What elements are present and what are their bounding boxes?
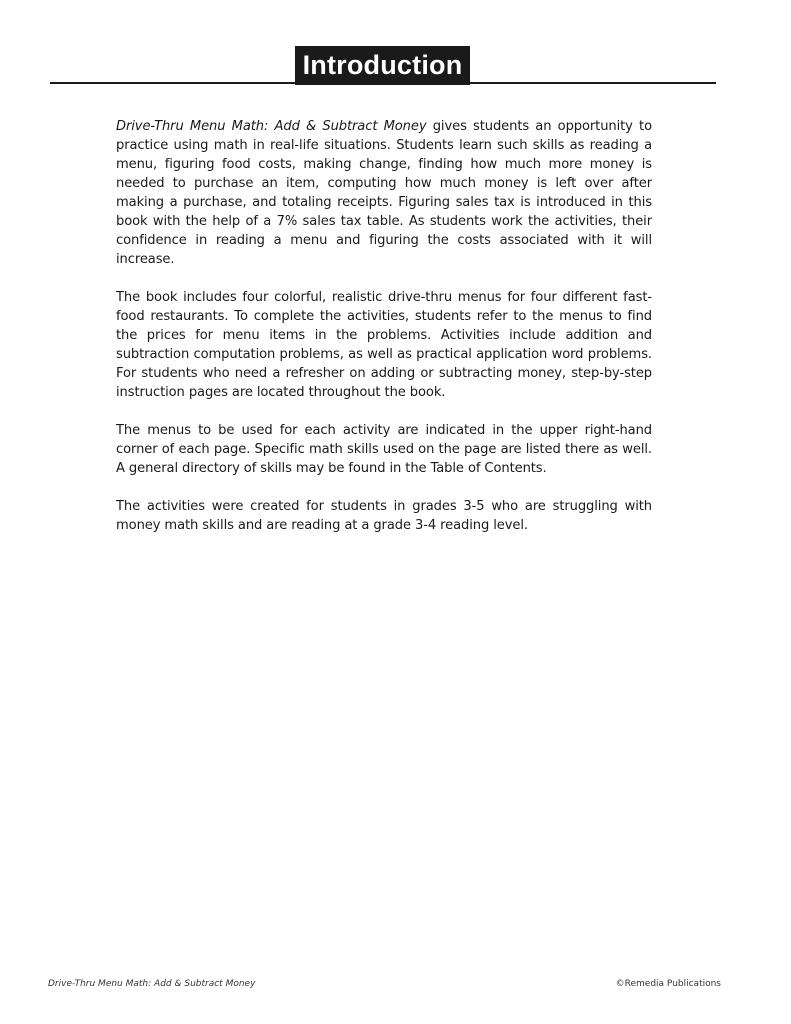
paragraph-menus: [116, 288, 652, 402]
page-title-box: [295, 46, 470, 85]
paragraph-activity-menus: [116, 421, 652, 478]
book-title-italic: Drive-Thru Menu Math: Add & Subtract Money: [116, 119, 427, 134]
body-content: [116, 117, 652, 554]
paragraph-audience: [116, 497, 652, 535]
paragraph-audience-text: The activities were created for students in grades 3-5 who are struggling with money math skills and are reading at a grade 3-4 reading level.: [116, 499, 652, 533]
paragraph-menus-text: The book includes four colorful, realistic drive-thru menus for four different fast-food restaurants. To complete the activities, students refer to the menus to find the prices for menu items in the problems. Activities include addition and subtraction computation problems, as well as practical application word problems. For students who need a refresher on adding or subtracting money, step-by-step instruction pages are located throughout the book.: [116, 290, 652, 400]
footer-book-title: Drive-Thru Menu Math: Add & Subtract Money: [48, 979, 256, 989]
paragraph-intro-text: gives students an opportunity to practice using math in real-life situations. Students learn such skills as reading a menu, figuring food costs, making change, finding how much more money is needed to purchase an item, computing how much money is left over after making a purchase, and totaling receipts. Figuring sales tax is introduced in this book with the help of a 7% sales tax table. As students work the activities, their confidence in reading a menu and figuring the costs associated with it will increase.: [116, 119, 652, 267]
footer-copyright: ©Remedia Publications: [615, 979, 721, 989]
paragraph-activity-menus-text: The menus to be used for each activity are indicated in the upper right-hand corner of each page. Specific math skills used on the page are listed there as well. A general directory of skills may be found in the Table of Contents.: [116, 423, 652, 476]
paragraph-intro: [116, 117, 652, 269]
page-title: Introduction: [302, 50, 463, 80]
